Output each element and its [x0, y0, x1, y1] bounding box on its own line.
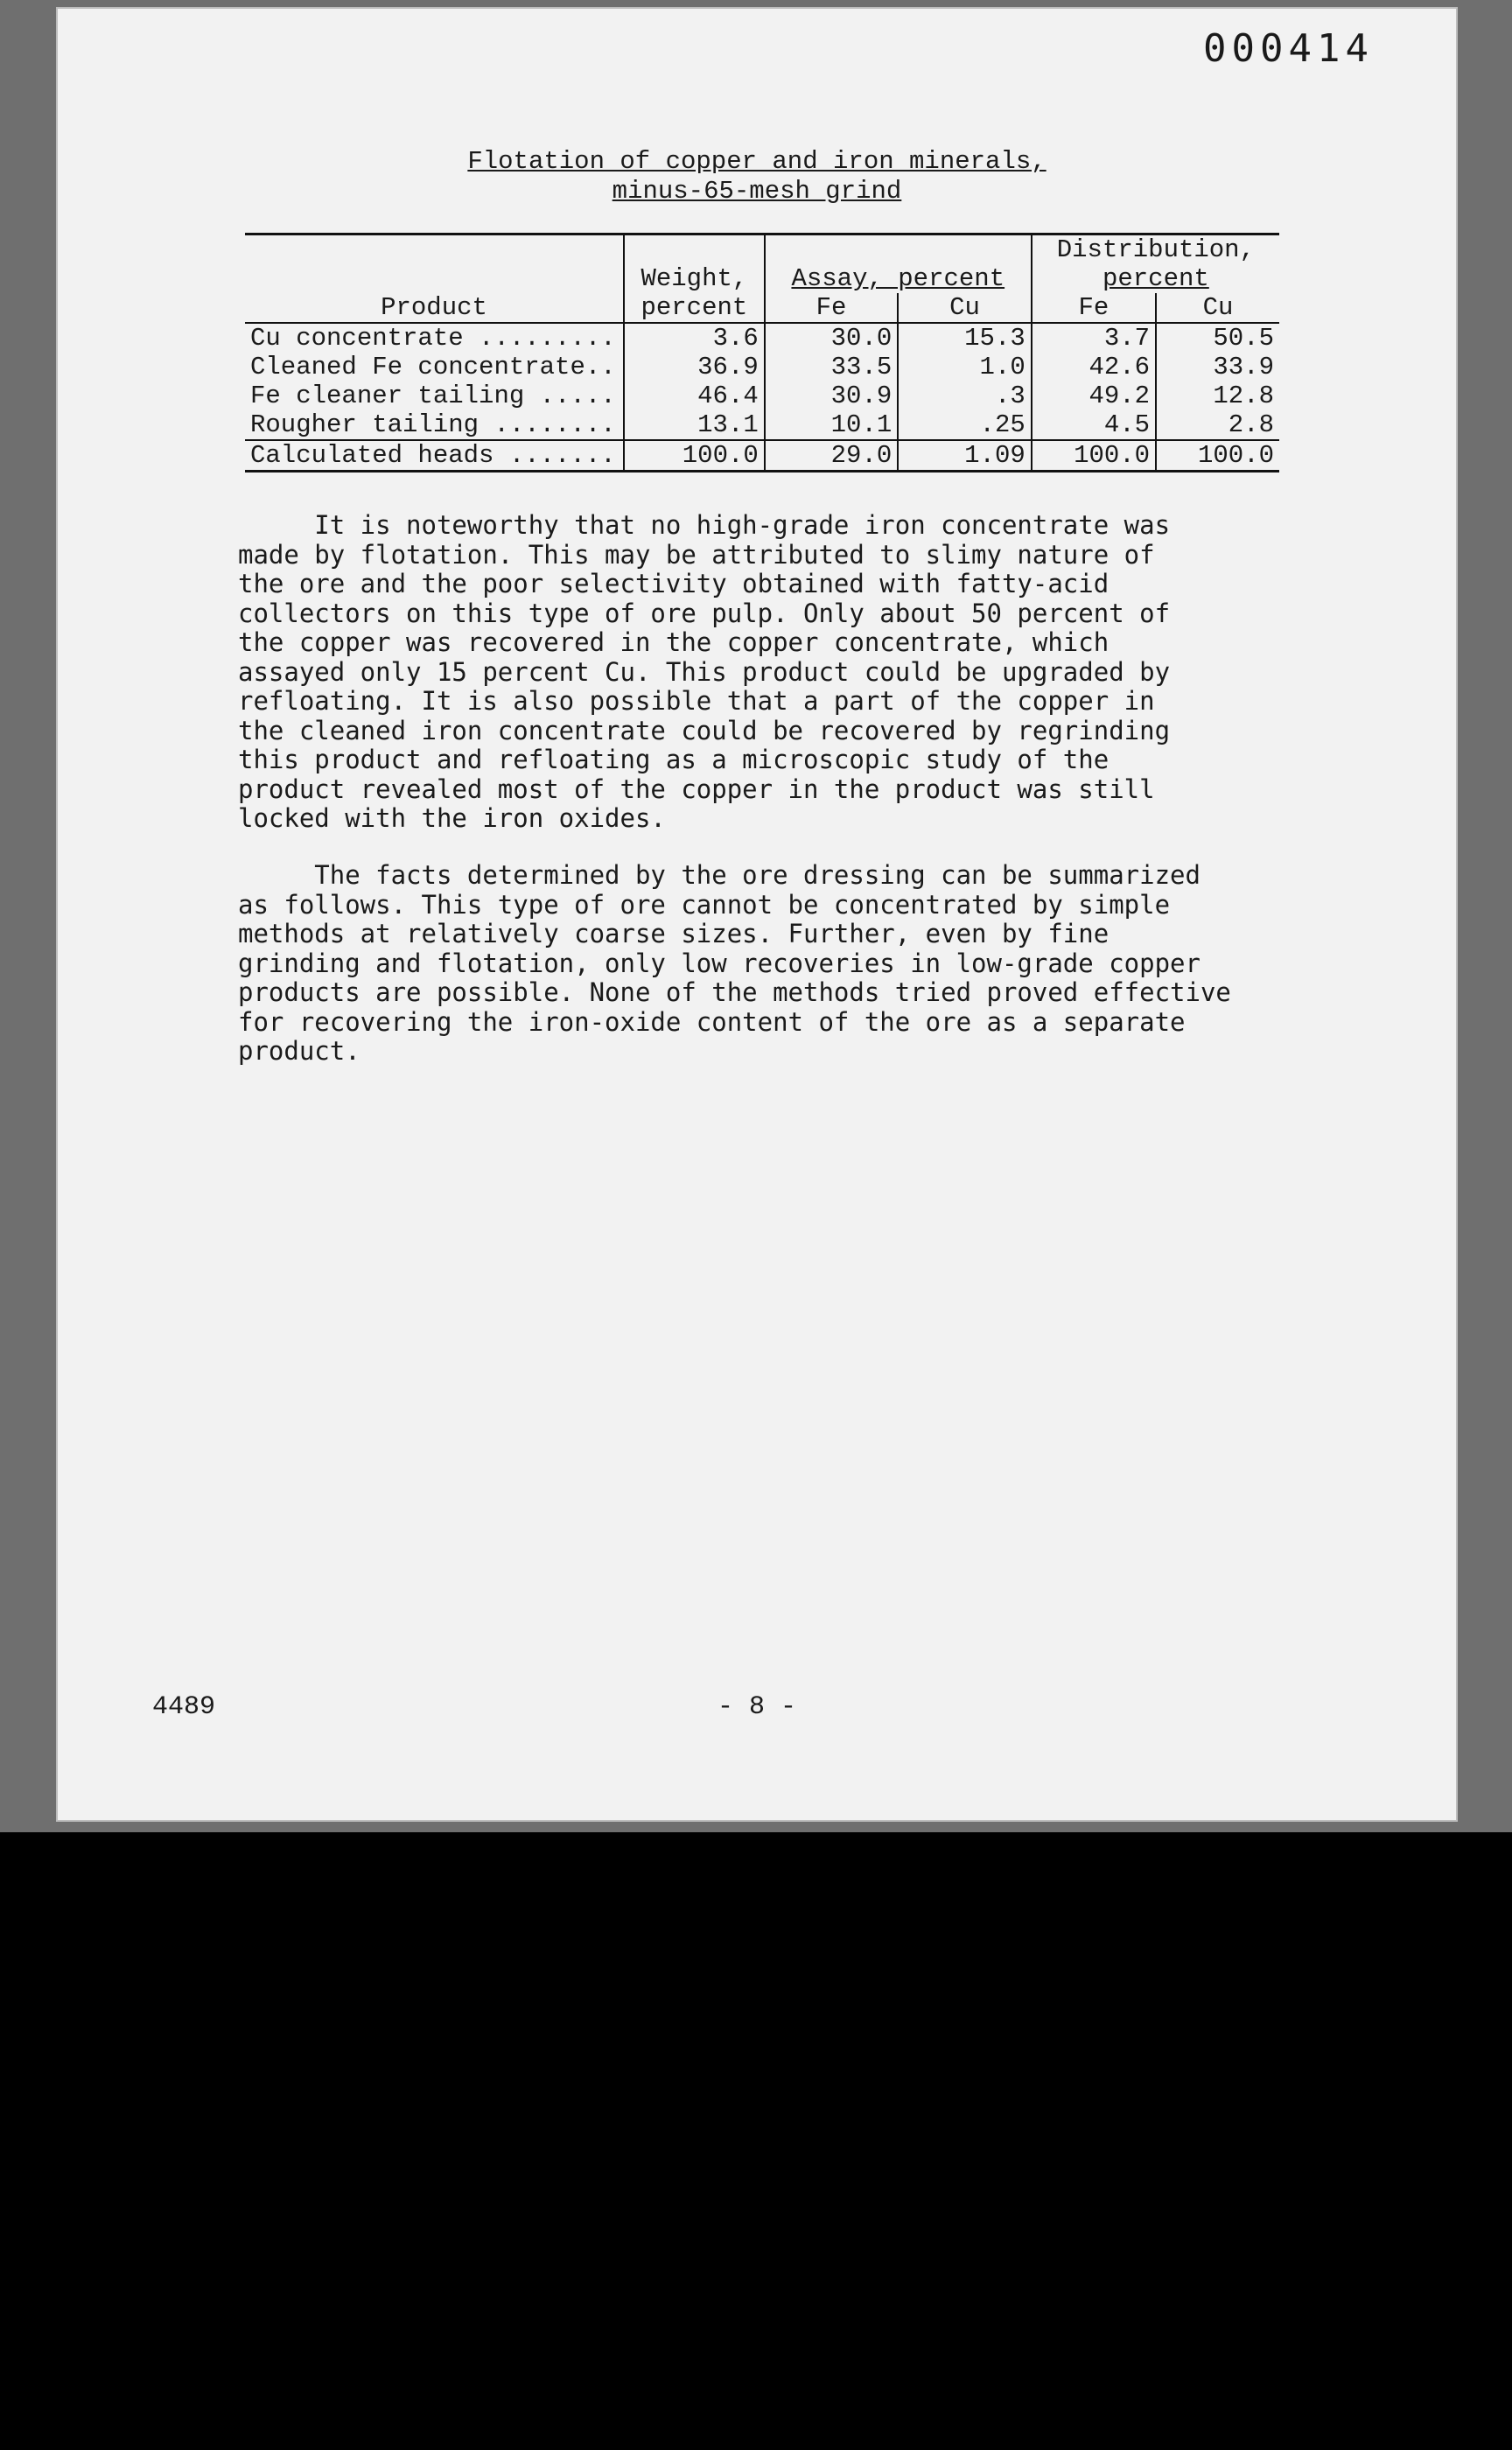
table-row-total: Calculated heads ....... 100.0 29.0 1.09 100.0 100.0: [245, 440, 1279, 472]
table-row: Rougher tailing ........ 13.1 10.1 .25 4.5 2.8: [245, 410, 1279, 440]
table-title: Flotation of copper and iron minerals,: [467, 147, 1046, 176]
assay-cu-header: Cu: [898, 293, 1032, 323]
table-subtitle: minus-65-mesh grind: [612, 177, 902, 206]
flotation-table: [245, 233, 1279, 472]
table-row: Fe cleaner tailing ..... 46.4 30.9 .3 49.2 12.8: [245, 382, 1279, 410]
assay-fe-header: Fe: [765, 293, 898, 323]
dist-fe-header: Fe: [1032, 293, 1156, 323]
dist-header: Distribution,: [1032, 234, 1279, 265]
report-number: 4489: [152, 1692, 216, 1722]
product-header: Product: [245, 293, 624, 323]
table-row: Cleaned Fe concentrate.. 36.9 33.5 1.0 42.6 33.9: [245, 353, 1279, 382]
paragraph-noteworthy: It is noteworthy that no high-grade iron concentrate was made by flotation. This may be attributed to slimy nature of the ore and the poor selectivity obtained with fatty-acid collectors on this type of ore pulp. Only about 50 percent of the copper was recovered in the copper concentrate, which assayed only 15 percent Cu. This product could be upgraded by refloating. It is also possible that a part of the copper in the cleaned iron concentrate could be recovered by regrinding this product and refloating as a microscopic study of the product revealed most of the copper in the product was still locked with the iron oxides.: [238, 510, 1171, 833]
dist-header-unit: percent: [1032, 264, 1279, 293]
assay-header: Assay, percent: [765, 264, 1032, 293]
page-id: 000414: [1203, 26, 1374, 71]
table-row: Cu concentrate ......... 3.6 30.0 15.3 3.7 50.5: [245, 323, 1279, 353]
dist-cu-header: Cu: [1156, 293, 1279, 323]
weight-header: Weight,: [624, 264, 765, 293]
paragraph-summary: The facts determined by the ore dressing can be summarized as follows. This type of ore cannot be concentrated by simple methods at relatively coarse sizes. Further, even by fine grinding and flotation, only low recoveries in low-grade copper products are possible. None of the methods tried proved effective for recovering the iron-oxide content of the ore as a separate product.: [238, 860, 1231, 1066]
page-number: - 8 -: [717, 1692, 796, 1722]
document-page: [56, 7, 1458, 1822]
weight-header-unit: percent: [624, 293, 765, 323]
